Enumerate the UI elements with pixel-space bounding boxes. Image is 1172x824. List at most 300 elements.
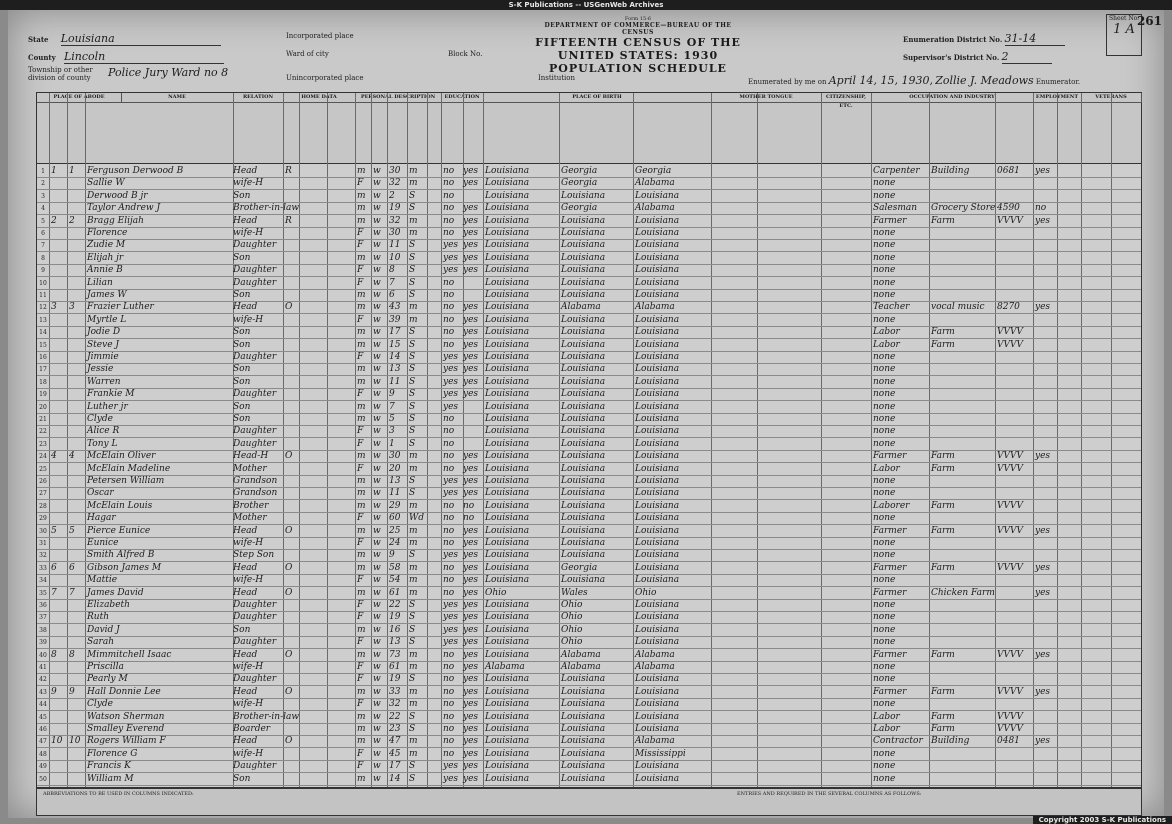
cell-ind (931, 438, 995, 451)
cell-fb: Louisiana (561, 438, 606, 449)
table-row (37, 711, 1141, 724)
cell-pb: Louisiana (485, 562, 530, 573)
table-row (37, 314, 1141, 327)
cell-read: yes (463, 178, 479, 189)
cell-code (997, 599, 1031, 612)
cell-dw (51, 673, 67, 686)
cell-ind (931, 673, 995, 686)
column-headers (37, 93, 1141, 164)
cell-pb: Louisiana (485, 761, 530, 772)
cell-fam (69, 264, 85, 277)
cell-fam: 2 (69, 215, 75, 226)
cell-emp (1035, 748, 1057, 761)
cell-code: VVVV (997, 562, 1023, 573)
cell-fam (69, 537, 85, 550)
cell-fam (69, 363, 85, 376)
cell-mar: S (409, 414, 416, 424)
table-row (37, 351, 1141, 364)
cell-age: 7 (389, 277, 395, 288)
cell-ln: 45 (39, 713, 47, 721)
cell-school: yes (443, 550, 459, 561)
cell-emp (1035, 264, 1057, 277)
cell-read: yes (463, 525, 479, 536)
cell-occ: none (873, 376, 896, 387)
cell-rel: Head (233, 736, 258, 747)
cell-age: 24 (389, 538, 401, 548)
cell-mar: Wd (409, 513, 425, 524)
cell-race: w (373, 252, 381, 263)
cell-ln: 11 (39, 292, 47, 299)
cell-race: w (373, 488, 381, 499)
cell-code (997, 487, 1031, 500)
cell-age: 14 (389, 352, 401, 362)
cell-dw (51, 401, 67, 414)
cell-rel: Daughter (233, 426, 277, 437)
cell-rel: Daughter (233, 600, 277, 610)
cell-occ: Farmer (873, 562, 907, 573)
cell-code (997, 661, 1031, 674)
cell-school: yes (443, 401, 459, 412)
cell-own: O (285, 587, 293, 598)
cell-age: 13 (389, 476, 401, 486)
cell-race: w (373, 389, 381, 400)
cell-mar: S (409, 364, 416, 375)
cell-pb: Louisiana (485, 711, 530, 722)
cell-name: Alice R (87, 426, 120, 437)
cell-code (997, 425, 1031, 438)
cell-emp (1035, 388, 1057, 401)
table-row (37, 673, 1141, 686)
cell-age: 25 (389, 525, 401, 536)
cell-race: w (373, 662, 381, 672)
cell-age: 10 (389, 252, 401, 263)
cell-ln: 48 (39, 750, 47, 758)
cell-fb: Ohio (561, 637, 583, 648)
cell-read: yes (463, 649, 479, 660)
cell-read: yes (463, 773, 479, 784)
cell-age: 23 (389, 724, 401, 734)
cell-dw: 3 (51, 302, 57, 313)
cell-name: Florence (87, 228, 128, 238)
cell-sex: m (357, 736, 366, 747)
cell-fb: Louisiana (561, 364, 606, 375)
cell-read: yes (463, 624, 479, 635)
cell-occ: none (873, 389, 896, 400)
cell-mar: S (409, 438, 416, 449)
cell-fam (69, 487, 85, 500)
cell-pb: Ohio (485, 587, 507, 598)
cell-name: Smith Alfred B (87, 550, 155, 561)
cell-ind: Farm (931, 339, 955, 350)
cell-dw (51, 177, 67, 190)
cell-own (285, 413, 299, 426)
cell-emp (1035, 760, 1057, 773)
cell-read: yes (463, 327, 479, 338)
cell-mb: Louisiana (635, 562, 680, 573)
department: DEPARTMENT OF COMMERCE—BUREAU OF THE CENSUS (544, 22, 732, 36)
cell-rel: Son (233, 773, 251, 784)
cell-race: w (373, 290, 381, 300)
cell-code (997, 277, 1031, 290)
cell-ln: 5 (41, 217, 45, 225)
cell-mar: S (409, 327, 416, 338)
cell-emp (1035, 537, 1057, 550)
table-row (37, 574, 1141, 587)
cell-emp (1035, 401, 1057, 414)
table-row (37, 227, 1141, 240)
cell-pb: Louisiana (485, 686, 530, 697)
cell-read: yes (463, 314, 479, 325)
cell-occ: none (873, 364, 896, 375)
cell-mb: Louisiana (635, 476, 680, 486)
cell-ind: Grocery Store (931, 203, 996, 214)
cell-own (285, 773, 299, 786)
supervisor-value: 2 (1002, 50, 1052, 64)
cell-code (997, 698, 1031, 711)
cell-mar: S (409, 401, 416, 412)
cell-read: yes (463, 612, 479, 623)
cell-mb: Louisiana (635, 327, 680, 338)
cell-name: McElain Madeline (87, 463, 171, 474)
cell-occ: none (873, 748, 896, 759)
cell-rel: Head (233, 686, 258, 697)
table-row (37, 202, 1141, 215)
cell-rel: Son (233, 190, 251, 201)
cell-read: yes (463, 711, 479, 722)
cell-age: 19 (389, 674, 401, 685)
cell-fb: Louisiana (561, 724, 606, 734)
cell-mb: Louisiana (635, 190, 680, 201)
cell-age: 73 (389, 649, 401, 660)
cell-mar: S (409, 426, 416, 437)
cell-mar: S (409, 761, 416, 772)
cell-ln: 49 (39, 763, 47, 771)
cell-mar: S (409, 476, 416, 486)
table-row (37, 190, 1141, 203)
cell-occ: none (873, 290, 896, 300)
cell-name: Mattie (87, 575, 118, 586)
cell-occ: none (873, 314, 896, 325)
cell-rel: Grandson (233, 488, 278, 499)
cell-emp (1035, 177, 1057, 190)
cell-sex: m (357, 624, 366, 635)
cell-fam: 9 (69, 686, 75, 697)
cell-age: 58 (389, 562, 401, 573)
cell-fb: Ohio (561, 612, 583, 623)
cell-emp (1035, 574, 1057, 587)
cell-school: no (443, 724, 455, 734)
cell-name: Pearly M (87, 674, 128, 685)
cell-mb: Louisiana (635, 376, 680, 387)
cell-age: 22 (389, 711, 401, 722)
cell-mb: Louisiana (635, 674, 680, 685)
cell-fam (69, 500, 85, 513)
group-veterans: VETERANS (1081, 93, 1142, 103)
cell-own: O (285, 686, 293, 697)
cell-rel: wife-H (233, 748, 264, 759)
cell-ln: 39 (39, 639, 47, 647)
cell-mar: m (409, 215, 418, 226)
cell-occ: none (873, 761, 896, 772)
cell-dw (51, 190, 67, 203)
cell-school: no (443, 339, 455, 350)
cell-emp: yes (1035, 451, 1051, 462)
cell-code: 0681 (997, 166, 1020, 176)
cell-mar: S (409, 290, 416, 300)
census-title: FIFTEENTH CENSUS OF THE UNITED STATES: 1930 (535, 36, 741, 62)
cell-age: 33 (389, 686, 401, 697)
cell-school: no (443, 302, 455, 313)
cell-mar: S (409, 550, 416, 561)
cell-rel: Head (233, 302, 258, 313)
cell-ind: vocal music (931, 302, 985, 313)
cell-name: Elizabeth (87, 600, 130, 610)
cell-fam (69, 277, 85, 290)
cell-mb: Louisiana (635, 538, 680, 548)
cell-name: Sarah (87, 637, 114, 648)
cell-pb: Louisiana (485, 612, 530, 623)
cell-sex: F (357, 637, 364, 648)
cell-sex: m (357, 488, 366, 499)
cell-name: Eunice (87, 538, 119, 548)
cell-fb: Louisiana (561, 389, 606, 400)
cell-age: 15 (389, 339, 401, 350)
table-row (37, 463, 1141, 476)
table-row (37, 587, 1141, 600)
cell-pb: Louisiana (485, 451, 530, 462)
table-row (37, 450, 1141, 463)
cell-school: no (443, 748, 455, 759)
cell-school: yes (443, 624, 459, 635)
cell-school: yes (443, 240, 459, 251)
cell-mb: Louisiana (635, 550, 680, 561)
cell-occ: none (873, 178, 896, 189)
cell-dw (51, 252, 67, 265)
cell-rel: Son (233, 364, 251, 375)
cell-dw (51, 351, 67, 364)
cell-sex: F (357, 538, 364, 548)
cell-emp (1035, 711, 1057, 724)
cell-race: w (373, 376, 381, 387)
cell-ln: 50 (39, 775, 47, 783)
cell-race: w (373, 203, 381, 214)
cell-race: w (373, 612, 381, 623)
cell-own (285, 537, 299, 550)
cell-ind: Building (931, 166, 970, 176)
cell-ind (931, 636, 995, 649)
cell-mar: m (409, 562, 418, 573)
cell-mar: m (409, 302, 418, 313)
cell-race: w (373, 575, 381, 586)
cell-sex: m (357, 649, 366, 660)
cell-pb: Louisiana (485, 637, 530, 648)
group-place-of-birth: PLACE OF BIRTH (483, 93, 712, 103)
cell-own (285, 711, 299, 724)
cell-fb: Louisiana (561, 674, 606, 685)
cell-race: w (373, 364, 381, 375)
cell-pb: Louisiana (485, 773, 530, 784)
cell-mb: Louisiana (635, 513, 680, 524)
cell-fb: Louisiana (561, 699, 606, 710)
cell-ind (931, 277, 995, 290)
cell-fb: Wales (561, 587, 588, 598)
cell-fam (69, 711, 85, 724)
cell-ln: 43 (39, 688, 47, 696)
cell-mb: Louisiana (635, 277, 680, 288)
cell-race: w (373, 302, 381, 313)
cell-emp (1035, 326, 1057, 339)
cell-code: VVVV (997, 500, 1023, 511)
cell-fam: 3 (69, 302, 75, 313)
cell-fb: Louisiana (561, 401, 606, 412)
cell-emp (1035, 500, 1057, 513)
cell-rel: Daughter (233, 352, 277, 362)
cell-mb: Alabama (635, 736, 675, 747)
cell-ind: Farm (931, 500, 955, 511)
cell-sex: m (357, 711, 366, 722)
cell-age: 8 (389, 265, 395, 276)
cell-school: no (443, 426, 455, 437)
cell-rel: Daughter (233, 612, 277, 623)
cell-school: no (443, 463, 455, 474)
cell-sex: m (357, 290, 366, 300)
cell-own (285, 177, 299, 190)
cell-fam (69, 314, 85, 327)
cell-sex: m (357, 525, 366, 536)
cell-ln: 24 (39, 453, 47, 461)
cell-pb: Louisiana (485, 339, 530, 350)
cell-mb: Georgia (635, 166, 672, 176)
cell-mb: Alabama (635, 662, 675, 672)
cell-own: O (285, 736, 293, 747)
cell-fam: 8 (69, 649, 75, 660)
cell-rel: Daughter (233, 265, 277, 276)
cell-ind (931, 574, 995, 587)
cell-code: VVVV (997, 215, 1023, 226)
table-row (37, 177, 1141, 190)
cell-fb: Alabama (561, 649, 601, 660)
table-row (37, 165, 1141, 178)
cell-name: Mimmitchell Isaac (87, 649, 172, 660)
cell-race: w (373, 736, 381, 747)
cell-ind (931, 624, 995, 637)
table-row (37, 277, 1141, 290)
cell-pb: Louisiana (485, 513, 530, 524)
cell-fb: Louisiana (561, 339, 606, 350)
cell-age: 54 (389, 575, 401, 586)
cell-school: no (443, 438, 455, 449)
cell-fb: Louisiana (561, 314, 606, 325)
cell-mb: Alabama (635, 203, 675, 214)
group-name: NAME (121, 93, 234, 103)
cell-code (997, 549, 1031, 562)
cell-name: Elijah jr (87, 252, 124, 263)
cell-rel: Head (233, 525, 258, 536)
cell-occ: Laborer (873, 500, 910, 511)
cell-own: O (285, 451, 293, 462)
cell-school: no (443, 686, 455, 697)
cell-school: no (443, 538, 455, 548)
cell-ln: 28 (39, 502, 47, 510)
cell-dw (51, 314, 67, 327)
cell-ln: 23 (39, 440, 47, 448)
cell-pb: Louisiana (485, 674, 530, 685)
cell-pb: Louisiana (485, 426, 530, 437)
cell-sex: F (357, 314, 364, 325)
cell-dw: 5 (51, 525, 57, 536)
incorporated-label: Incorporated place (286, 32, 354, 40)
cell-name: Zudie M (87, 240, 126, 251)
cell-fam: 5 (69, 525, 75, 536)
cell-read (463, 289, 483, 302)
cell-occ: none (873, 414, 896, 424)
cell-pb: Alabama (485, 662, 525, 672)
cell-fb: Louisiana (561, 711, 606, 722)
table-row (37, 376, 1141, 389)
cell-fb: Louisiana (561, 414, 606, 424)
cell-pb: Louisiana (485, 724, 530, 734)
cell-own (285, 351, 299, 364)
cell-own (285, 339, 299, 352)
cell-read: yes (463, 228, 479, 238)
group-home-data: HOME DATA (283, 93, 356, 103)
cell-race: w (373, 228, 381, 238)
cell-name: Priscilla (87, 662, 124, 672)
cell-emp (1035, 351, 1057, 364)
county-field: County Lincoln (28, 50, 224, 64)
cell-mb: Louisiana (635, 761, 680, 772)
cell-school: no (443, 699, 455, 710)
cell-dw (51, 463, 67, 476)
cell-own (285, 574, 299, 587)
cell-ln: 47 (39, 738, 47, 746)
cell-sex: m (357, 203, 366, 214)
cell-code (997, 190, 1031, 203)
cell-code (997, 264, 1031, 277)
cell-mar: S (409, 724, 416, 734)
county-value: Lincoln (64, 50, 224, 64)
cell-fb: Louisiana (561, 500, 606, 511)
cell-dw (51, 698, 67, 711)
cell-fb: Louisiana (561, 513, 606, 524)
cell-code (997, 587, 1031, 600)
cell-read: yes (463, 376, 479, 387)
cell-rel: Step Son (233, 550, 275, 561)
cell-own (285, 202, 299, 215)
cell-age: 29 (389, 500, 401, 511)
cell-race: w (373, 190, 381, 201)
cell-fam: 7 (69, 587, 75, 598)
cell-own (285, 463, 299, 476)
table-row (37, 624, 1141, 637)
cell-name: Warren (87, 376, 121, 387)
cell-pb: Louisiana (485, 649, 530, 660)
cell-race: w (373, 748, 381, 759)
table-row (37, 698, 1141, 711)
table-row (37, 649, 1141, 662)
cell-ln: 26 (39, 478, 47, 485)
cell-sex: m (357, 562, 366, 573)
cell-read: yes (463, 476, 479, 486)
cell-emp (1035, 314, 1057, 327)
cell-rel: Son (233, 290, 251, 300)
cell-mb: Louisiana (635, 401, 680, 412)
cell-dw (51, 748, 67, 761)
cell-dw (51, 512, 67, 525)
cell-school: yes (443, 252, 459, 263)
cell-occ: Farmer (873, 215, 907, 226)
cell-ln: 32 (39, 552, 47, 560)
